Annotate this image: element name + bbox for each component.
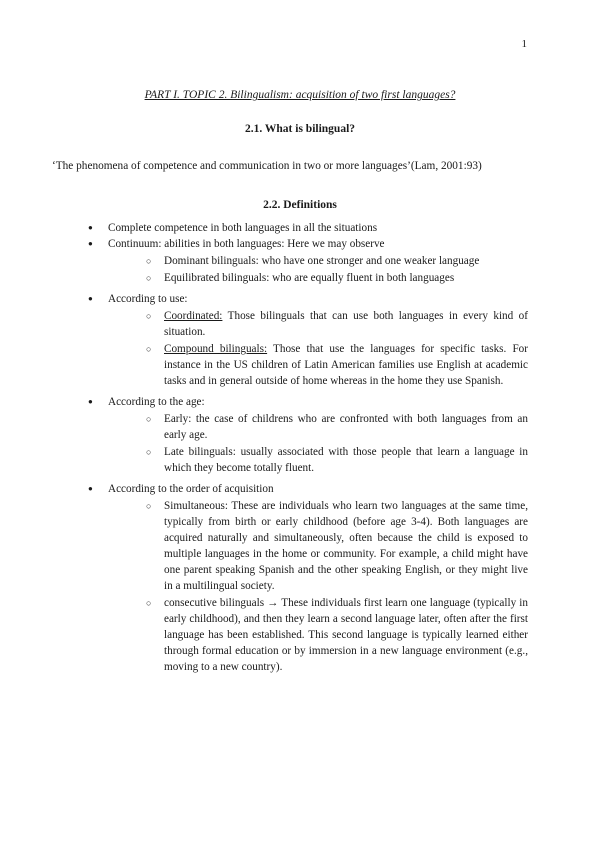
definitions-list	[88, 220, 528, 680]
list-item	[88, 220, 528, 236]
sub-item-text: Simultaneous: These are individuals who learn two languages at the same time, typically from birth or early childhood (before age 3-4). Both languages are acquired naturally and simultaneously, often because the child is exposed to multiple languages in the home or community. For example, a child might have one parent speaking Spanish and the other speaking English, or they might live in a multilingual society.	[164, 500, 528, 592]
list-item-text: Continuum: abilities in both languages: Here we may observe	[108, 238, 385, 250]
list-item	[88, 481, 528, 675]
term-compound-bilinguals: Compound bilinguals:	[164, 343, 268, 355]
sub-list	[108, 498, 528, 675]
sub-list-item	[108, 595, 528, 675]
sub-item-text: Those bilinguals that can use both languages in every kind of situation.	[164, 310, 528, 338]
sub-item-text: Those that use the languages for specific tasks. For instance in the US children of Latin American families use English at academic tasks and in general outside of home whereas in the home they use Spanish.	[164, 343, 528, 387]
sub-list-item	[108, 270, 528, 286]
list-item-text: According to the age:	[108, 396, 205, 408]
sub-list	[108, 411, 528, 476]
heading-definitions: 2.2. Definitions	[263, 199, 337, 211]
sub-item-text: Dominant bilinguals: who have one stronger and one weaker language	[164, 255, 480, 267]
sub-list-item	[108, 253, 528, 269]
list-item-text: According to the order of acquisition	[108, 483, 274, 495]
list-item-text: According to use:	[108, 293, 188, 305]
sub-list-item	[108, 498, 528, 594]
sub-item-text: consecutive bilinguals → These individuals first learn one language (typically in early childhood), and then they learn a second language later, often after the first language has been established. This second language is typically learned either through formal education or by immersion in a new language environment (e.g., moving to a new country).	[164, 597, 528, 673]
sub-item-text: Equilibrated bilinguals: who are equally fluent in both languages	[164, 272, 455, 284]
sub-item-text: Early: the case of childrens who are confronted with both languages from an early age.	[164, 413, 528, 441]
page-number: 1	[521, 38, 527, 50]
heading-what-is-bilingual: 2.1. What is bilingual?	[244, 123, 356, 135]
list-item	[88, 291, 528, 389]
sub-list-item	[108, 341, 528, 389]
term-coordinated: Coordinated:	[164, 310, 223, 322]
sub-list	[108, 308, 528, 389]
sub-list-item	[108, 411, 528, 443]
list-item	[88, 236, 528, 286]
list-item-text: Complete competence in both languages in all the situations	[108, 222, 378, 234]
sub-list	[108, 253, 528, 286]
part-title: PART I. TOPIC 2. Bilingualism: acquisition of two first languages?	[144, 89, 456, 101]
list-item	[88, 394, 528, 476]
sub-list-item	[108, 308, 528, 340]
sub-list-item	[108, 444, 528, 476]
sub-item-text: Late bilinguals: usually associated with those people that learn a language in which they become totally fluent.	[164, 446, 528, 474]
definition-quote: ‘The phenomena of competence and communication in two or more languages’(Lam, 2001:93)	[52, 160, 482, 172]
